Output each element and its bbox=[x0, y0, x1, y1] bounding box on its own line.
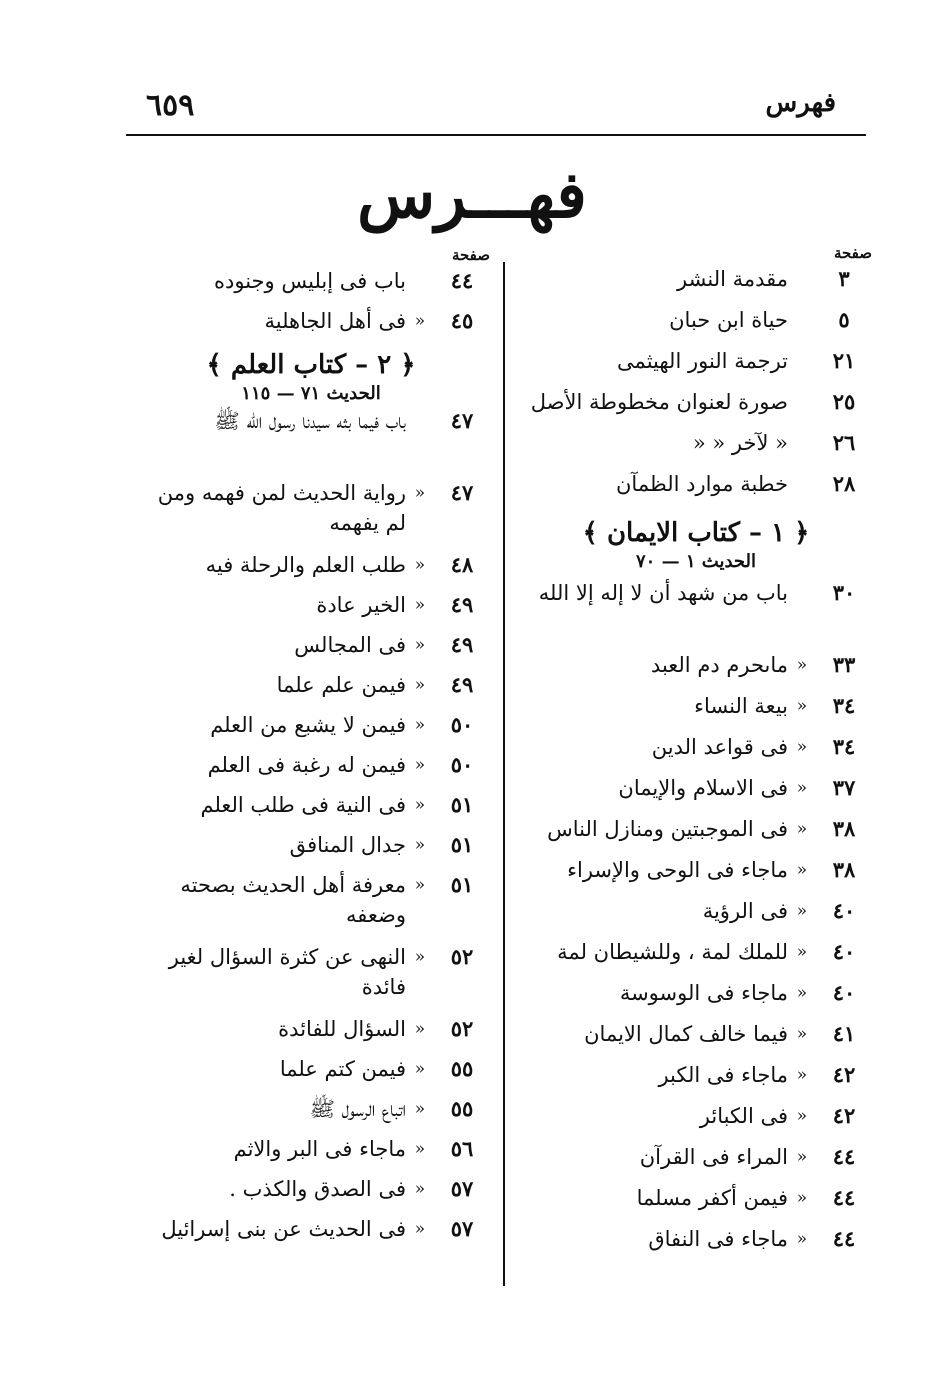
entry-page-number: ٥٧ bbox=[450, 1216, 474, 1241]
ditto-mark: « bbox=[796, 860, 808, 880]
entry-page-number: ٥٦ bbox=[450, 1136, 474, 1161]
entry-title: فى المجالس bbox=[294, 633, 406, 657]
entry-page-number: ٢٦ bbox=[832, 430, 856, 455]
index-entry bbox=[520, 691, 872, 732]
index-entry bbox=[132, 550, 490, 590]
entry-page-number: ٤٩ bbox=[450, 632, 474, 657]
ditto-mark: « bbox=[796, 778, 808, 798]
header-rule bbox=[126, 134, 866, 136]
entry-title: ماىحرم دم العبد bbox=[650, 653, 788, 677]
entry-page-number: ٥٥ bbox=[450, 1096, 474, 1121]
ditto-mark: « bbox=[414, 483, 426, 503]
entry-title: فى الحديث عن بنى إسرائيل bbox=[161, 1217, 406, 1241]
entry-title: ماجاء فى البر والاثم bbox=[233, 1137, 406, 1161]
index-entry bbox=[520, 814, 872, 855]
ditto-mark: « bbox=[414, 1099, 426, 1119]
ditto-mark: « bbox=[796, 983, 808, 1003]
ditto-mark: « bbox=[414, 795, 426, 815]
index-entry bbox=[520, 1183, 872, 1224]
entry-page-number: ٤٠ bbox=[832, 939, 856, 964]
entry-page-number: ٤٤ bbox=[450, 268, 474, 293]
entry-page-number: ٤١ bbox=[832, 1021, 856, 1046]
index-entry bbox=[132, 266, 490, 306]
ditto-mark: « bbox=[414, 1219, 426, 1239]
ditto-mark: « bbox=[796, 1024, 808, 1044]
entry-page-number: ٣٨ bbox=[832, 816, 856, 841]
ditto-mark: « bbox=[414, 947, 426, 967]
left-column bbox=[132, 246, 490, 1254]
index-entry bbox=[132, 630, 490, 670]
index-entry bbox=[520, 855, 872, 896]
entry-page-number: ٥ bbox=[838, 307, 850, 332]
page-title: فهـــرس bbox=[357, 158, 587, 233]
entry-title: باب فيما بثه سيدنا رسول الله ﷺ bbox=[214, 409, 406, 433]
entry-title: مقدمة النشر bbox=[677, 267, 788, 291]
entry-title: معرفة أهل الحديث بصحته وضعفه bbox=[180, 873, 406, 927]
section-title: ﴿ ١ – كتاب الايمان ﴾ bbox=[582, 518, 810, 548]
entry-page-number: ٥١ bbox=[450, 792, 474, 817]
ditto-mark: « bbox=[414, 835, 426, 855]
index-entry bbox=[132, 830, 490, 870]
entry-page-number: ٤٩ bbox=[450, 672, 474, 697]
index-entry bbox=[132, 478, 490, 550]
index-entry bbox=[520, 896, 872, 937]
right-column bbox=[520, 244, 872, 1265]
hadith-range: الحديث ١ — ٧٠ bbox=[635, 551, 757, 572]
entry-page-number: ٤٢ bbox=[832, 1103, 856, 1128]
index-entry bbox=[132, 670, 490, 710]
entry-page-number: ٥٥ bbox=[450, 1056, 474, 1081]
entry-page-number: ٤٠ bbox=[832, 898, 856, 923]
ditto-mark: « bbox=[414, 675, 426, 695]
entry-title: جدال المنافق bbox=[289, 833, 406, 857]
ditto-mark: « bbox=[796, 1229, 808, 1249]
entry-title: فى الصدق والكذب . bbox=[229, 1177, 406, 1201]
ditto-mark: « bbox=[414, 755, 426, 775]
entry-page-number: ٤٧ bbox=[450, 408, 474, 433]
ditto-mark: « bbox=[414, 555, 426, 575]
entry-page-number: ٥٠ bbox=[450, 752, 474, 777]
entry-title: فيمن كتم علما bbox=[279, 1057, 406, 1081]
index-entry bbox=[132, 1094, 490, 1134]
index-entry bbox=[520, 1224, 872, 1265]
index-entry bbox=[520, 650, 872, 691]
entry-page-number: ٤٩ bbox=[450, 592, 474, 617]
ditto-mark: « bbox=[796, 1188, 808, 1208]
index-entry bbox=[520, 773, 872, 814]
index-entry bbox=[520, 346, 872, 387]
section-title: ﴿ ٢ – كتاب العلم ﴾ bbox=[206, 350, 416, 380]
entry-title: النهى عن كثرة السؤال لغير فائدة bbox=[168, 945, 406, 999]
ditto-mark: « bbox=[414, 1139, 426, 1159]
index-entry bbox=[520, 1142, 872, 1183]
entry-title: فى النية فى طلب العلم bbox=[200, 793, 406, 817]
index-entry bbox=[132, 590, 490, 630]
entry-title: فى الكبائر bbox=[699, 1104, 788, 1128]
ditto-mark: « bbox=[796, 901, 808, 921]
index-entry bbox=[132, 790, 490, 830]
entry-title: المراء فى القرآن bbox=[639, 1145, 788, 1169]
index-entry bbox=[132, 1134, 490, 1174]
ditto-mark: « bbox=[796, 655, 808, 675]
ditto-mark: « bbox=[414, 715, 426, 735]
entry-page-number: ٤٨ bbox=[450, 552, 474, 577]
ditto-mark: « bbox=[796, 942, 808, 962]
ditto-mark: « bbox=[414, 595, 426, 615]
entry-page-number: ٤٢ bbox=[832, 1062, 856, 1087]
index-entry bbox=[132, 1054, 490, 1094]
entry-title: فى أهل الجاهلية bbox=[264, 309, 406, 333]
ditto-mark: « bbox=[414, 311, 426, 331]
entry-page-number: ٣٠ bbox=[832, 580, 856, 605]
index-entry bbox=[520, 428, 872, 469]
index-entry bbox=[520, 1019, 872, 1060]
entry-title: ماجاء فى النفاق bbox=[648, 1227, 788, 1251]
entry-page-number: ٤٥ bbox=[450, 308, 474, 333]
index-entry bbox=[132, 1214, 490, 1254]
entry-page-number: ٤٤ bbox=[832, 1185, 856, 1210]
ditto-mark: « bbox=[796, 696, 808, 716]
index-entry bbox=[132, 306, 490, 346]
entry-title: خطبة موارد الظمآن bbox=[616, 472, 788, 496]
entry-title: ترجمة النور الهيثمى bbox=[617, 349, 788, 373]
entry-page-number: ٤٧ bbox=[450, 480, 474, 505]
entry-title: فيمن أكفر مسلما bbox=[636, 1186, 788, 1210]
index-entry bbox=[132, 1014, 490, 1054]
entry-title: باب من شهد أن لا إله إلا الله bbox=[538, 581, 788, 605]
index-entry bbox=[132, 942, 490, 1014]
entry-title: فى الموجبتين ومنازل الناس bbox=[547, 817, 788, 841]
index-entry bbox=[520, 469, 872, 510]
entry-title: فيمن لا يشبع من العلم bbox=[210, 713, 406, 737]
entry-title: « لآخر « « bbox=[692, 431, 788, 455]
index-entry bbox=[132, 710, 490, 750]
entry-title: اتباع الرسول ﷺ bbox=[309, 1097, 406, 1121]
entry-title: فى الرؤية bbox=[702, 899, 788, 923]
entry-page-number: ٢٥ bbox=[832, 389, 856, 414]
entry-title: طلب العلم والرحلة فيه bbox=[205, 553, 406, 577]
entry-page-number: ٥٠ bbox=[450, 712, 474, 737]
entry-page-number: ٢١ bbox=[832, 348, 856, 373]
entry-title: الخير عادة bbox=[316, 593, 406, 617]
entry-title: باب فى إبليس وجنوده bbox=[214, 269, 406, 293]
entry-page-number: ٥٢ bbox=[450, 944, 474, 969]
page-column-heading: صفحة bbox=[451, 246, 490, 264]
entry-title: السؤال للفائدة bbox=[278, 1017, 406, 1041]
page-column-heading: صفحة bbox=[833, 244, 872, 262]
entry-title: فيما خالف كمال الايمان bbox=[584, 1022, 788, 1046]
entry-page-number: ٤٤ bbox=[832, 1144, 856, 1169]
entry-page-number: ٤٤ bbox=[832, 1226, 856, 1251]
entry-page-number: ٥٧ bbox=[450, 1176, 474, 1201]
entry-title: صورة لعنوان مخطوطة الأصل bbox=[530, 390, 788, 414]
ditto-mark: « bbox=[796, 1147, 808, 1167]
entry-page-number: ٤٠ bbox=[832, 980, 856, 1005]
column-divider bbox=[503, 262, 505, 1286]
page-number: ٦٥٩ bbox=[146, 88, 195, 123]
ditto-mark: « bbox=[796, 819, 808, 839]
ditto-mark: « bbox=[796, 1106, 808, 1126]
entry-page-number: ٣ bbox=[838, 266, 850, 291]
index-entry bbox=[520, 387, 872, 428]
entry-page-number: ٢٨ bbox=[832, 471, 856, 496]
entry-title: للملك لمة ، وللشيطان لمة bbox=[557, 940, 788, 964]
entry-page-number: ٥١ bbox=[450, 832, 474, 857]
index-entry bbox=[520, 732, 872, 773]
index-entry bbox=[520, 305, 872, 346]
ditto-mark: « bbox=[796, 1065, 808, 1085]
entry-page-number: ٣٨ bbox=[832, 857, 856, 882]
index-entry bbox=[132, 870, 490, 942]
entry-title: فى قواعد الدين bbox=[651, 735, 788, 759]
ditto-mark: « bbox=[796, 737, 808, 757]
entry-page-number: ٣٤ bbox=[832, 734, 856, 759]
index-entry bbox=[520, 978, 872, 1019]
ditto-mark: « bbox=[414, 875, 426, 895]
index-entry bbox=[520, 1060, 872, 1101]
entry-title: ماجاء فى الكبر bbox=[658, 1063, 788, 1087]
entry-title: بيعة النساء bbox=[694, 694, 788, 718]
entry-title: فيمن علم علما bbox=[276, 673, 406, 697]
entry-title: ماجاء فى الوسوسة bbox=[619, 981, 788, 1005]
entry-page-number: ٣٧ bbox=[832, 775, 856, 800]
ditto-mark: « bbox=[414, 635, 426, 655]
entry-page-number: ٣٤ bbox=[832, 693, 856, 718]
ditto-mark: « bbox=[414, 1019, 426, 1039]
entry-page-number: ٥٢ bbox=[450, 1016, 474, 1041]
index-entry bbox=[520, 1101, 872, 1142]
entry-title: فيمن له رغبة فى العلم bbox=[207, 753, 406, 777]
index-entry bbox=[520, 937, 872, 978]
index-entry bbox=[520, 578, 872, 650]
ditto-mark: « bbox=[414, 1179, 426, 1199]
entry-title: فى الاسلام والإيمان bbox=[618, 776, 788, 800]
entry-title: حياة ابن حبان bbox=[669, 308, 788, 332]
hadith-range: الحديث ٧١ — ١١٥ bbox=[241, 383, 381, 404]
entry-page-number: ٥١ bbox=[450, 872, 474, 897]
entry-title: ماجاء فى الوحى والإسراء bbox=[567, 858, 788, 882]
index-entry bbox=[132, 406, 490, 478]
ditto-mark: « bbox=[414, 1059, 426, 1079]
running-header-title: فهرس bbox=[765, 88, 836, 118]
index-entry bbox=[132, 1174, 490, 1214]
entry-page-number: ٣٣ bbox=[832, 652, 856, 677]
index-entry bbox=[520, 264, 872, 305]
entry-title: رواية الحديث لمن فهمه ومن لم يفهمه bbox=[157, 481, 406, 535]
index-entry bbox=[132, 750, 490, 790]
